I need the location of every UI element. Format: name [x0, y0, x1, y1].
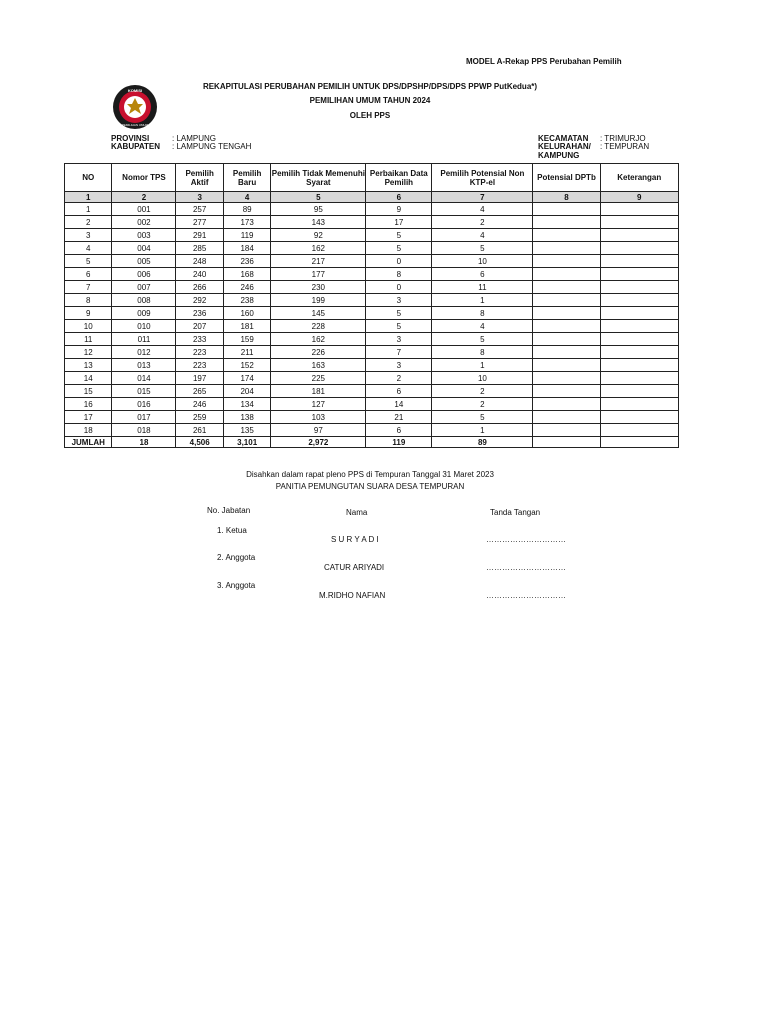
table-row — [65, 385, 679, 398]
table-cell — [600, 203, 678, 216]
table-cell — [533, 242, 600, 255]
col-number: 4 — [223, 192, 270, 203]
provinsi-label: PROVINSI — [111, 134, 150, 143]
table-cell — [533, 294, 600, 307]
signatory-nama: CATUR ARIYADI — [324, 563, 385, 572]
table-cell — [533, 307, 600, 320]
table-cell — [600, 307, 678, 320]
table-cell: 236 — [223, 255, 270, 268]
table-cell: 3 — [65, 229, 112, 242]
table-cell: 292 — [176, 294, 223, 307]
table-cell: 5 — [432, 242, 533, 255]
col-nama-label: Nama — [346, 508, 368, 517]
total-cell — [533, 437, 600, 448]
table-cell: 6 — [366, 385, 432, 398]
table-cell: 6 — [65, 268, 112, 281]
col-number: 9 — [600, 192, 678, 203]
table-cell — [533, 255, 600, 268]
col-number: 1 — [65, 192, 112, 203]
signature-line: ………………………… — [486, 563, 566, 572]
table-cell: 17 — [366, 216, 432, 229]
table-cell: 2 — [432, 216, 533, 229]
table-cell: 006 — [112, 268, 176, 281]
signatory-nama: S U R Y A D I — [331, 535, 379, 544]
table-cell: 003 — [112, 229, 176, 242]
table-cell: 5 — [366, 229, 432, 242]
table-cell: 177 — [271, 268, 366, 281]
table-cell: 95 — [271, 203, 366, 216]
table-cell: 181 — [271, 385, 366, 398]
table-cell: 013 — [112, 359, 176, 372]
total-cell: 2,972 — [271, 437, 366, 448]
table-cell: 016 — [112, 398, 176, 411]
table-cell: 9 — [366, 203, 432, 216]
kabupaten-value: : LAMPUNG TENGAH — [172, 142, 252, 151]
total-cell — [600, 437, 678, 448]
table-cell: 238 — [223, 294, 270, 307]
table-row — [65, 268, 679, 281]
table-cell: 233 — [176, 333, 223, 346]
table-cell: 0 — [366, 255, 432, 268]
table-row — [65, 216, 679, 229]
table-cell: 5 — [366, 242, 432, 255]
table-cell: 10 — [432, 255, 533, 268]
table-cell: 4 — [432, 203, 533, 216]
table-cell: 152 — [223, 359, 270, 372]
col-ttd-label: Tanda Tangan — [490, 508, 541, 517]
table-cell: 4 — [432, 229, 533, 242]
table-row — [65, 398, 679, 411]
table-cell — [600, 255, 678, 268]
table-cell: 1 — [432, 424, 533, 437]
table-cell: 135 — [223, 424, 270, 437]
table-cell: 145 — [271, 307, 366, 320]
table-cell: 015 — [112, 385, 176, 398]
table-cell: 11 — [432, 281, 533, 294]
table-row — [65, 203, 679, 216]
table-cell — [600, 346, 678, 359]
table-cell: 12 — [65, 346, 112, 359]
table-cell — [533, 268, 600, 281]
table-cell: 261 — [176, 424, 223, 437]
table-cell: 6 — [432, 268, 533, 281]
col-number: 7 — [432, 192, 533, 203]
total-cell: JUMLAH — [65, 437, 112, 448]
table-cell: 2 — [65, 216, 112, 229]
table-cell: 17 — [65, 411, 112, 424]
kelurahan-label: KELURAHAN/ — [538, 142, 591, 151]
table-cell: 8 — [366, 268, 432, 281]
table-cell: 230 — [271, 281, 366, 294]
table-cell: 162 — [271, 242, 366, 255]
table-cell: 14 — [366, 398, 432, 411]
table-cell — [600, 333, 678, 346]
table-cell: 207 — [176, 320, 223, 333]
rekap-table — [64, 163, 679, 448]
table-cell: 1 — [432, 359, 533, 372]
table-cell: 163 — [271, 359, 366, 372]
table-cell — [533, 398, 600, 411]
table-cell: 127 — [271, 398, 366, 411]
table-cell: 236 — [176, 307, 223, 320]
table-row — [65, 346, 679, 359]
table-cell: 10 — [432, 372, 533, 385]
header-pemilih-baru: Pemilih Baru — [223, 164, 270, 192]
table-row — [65, 424, 679, 437]
table-cell: 6 — [366, 424, 432, 437]
table-cell: 225 — [271, 372, 366, 385]
table-cell — [600, 242, 678, 255]
table-cell: 199 — [271, 294, 366, 307]
total-cell: 3,101 — [223, 437, 270, 448]
table-cell — [533, 346, 600, 359]
table-cell: 291 — [176, 229, 223, 242]
kelurahan-value: : TEMPURAN — [600, 142, 650, 151]
kabupaten-label: KABUPATEN — [111, 142, 161, 151]
table-cell — [600, 281, 678, 294]
table-cell: 5 — [432, 333, 533, 346]
table-cell — [533, 411, 600, 424]
table-cell — [533, 229, 600, 242]
signature-line: ………………………… — [486, 535, 566, 544]
header-potensial-dptb: Potensial DPTb — [533, 164, 600, 192]
signature-line: ………………………… — [486, 591, 566, 600]
table-cell: 211 — [223, 346, 270, 359]
total-cell: 89 — [432, 437, 533, 448]
total-cell: 4,506 — [176, 437, 223, 448]
table-cell: 134 — [223, 398, 270, 411]
kampung-row — [538, 152, 579, 160]
table-cell: 14 — [65, 372, 112, 385]
table-row — [65, 242, 679, 255]
table-cell: 3 — [366, 294, 432, 307]
panitia-text: PANITIA PEMUNGUTAN SUARA DESA TEMPURAN — [275, 482, 465, 491]
signatory-jabatan: 2. Anggota — [217, 553, 256, 562]
table-cell: 246 — [223, 281, 270, 294]
table-cell — [533, 424, 600, 437]
table-cell — [600, 359, 678, 372]
table-cell — [600, 229, 678, 242]
table-cell — [533, 372, 600, 385]
table-cell: 223 — [176, 346, 223, 359]
table-cell: 173 — [223, 216, 270, 229]
header-no: NO — [65, 164, 112, 192]
col-number: 2 — [112, 192, 176, 203]
table-cell: 012 — [112, 346, 176, 359]
kecamatan-value: : TRIMURJO — [600, 134, 646, 143]
header-keterangan: Keterangan — [600, 164, 678, 192]
table-cell: 248 — [176, 255, 223, 268]
table-cell: 014 — [112, 372, 176, 385]
pengesahan-text: Disahkan dalam rapat pleno PPS di Tempuran Tanggal 31 Maret 2023 — [246, 470, 494, 479]
table-cell: 119 — [223, 229, 270, 242]
table-cell — [600, 320, 678, 333]
table-cell: 3 — [366, 333, 432, 346]
table-cell: 259 — [176, 411, 223, 424]
table-cell: 159 — [223, 333, 270, 346]
table-cell: 92 — [271, 229, 366, 242]
table-cell — [533, 281, 600, 294]
table-cell: 018 — [112, 424, 176, 437]
title-line-2: PEMILIHAN UMUM TAHUN 2024 — [309, 96, 431, 105]
table-row — [65, 359, 679, 372]
table-cell: 197 — [176, 372, 223, 385]
col-jabatan-label: No. Jabatan — [207, 506, 251, 515]
table-cell: 10 — [65, 320, 112, 333]
total-cell: 18 — [112, 437, 176, 448]
table-cell: 266 — [176, 281, 223, 294]
column-number-row — [65, 192, 679, 203]
table-cell: 18 — [65, 424, 112, 437]
table-cell: 1 — [65, 203, 112, 216]
table-cell: 004 — [112, 242, 176, 255]
table-cell: 89 — [223, 203, 270, 216]
table-cell: 5 — [366, 307, 432, 320]
table-cell: 16 — [65, 398, 112, 411]
table-row — [65, 255, 679, 268]
table-cell: 2 — [432, 385, 533, 398]
total-cell: 119 — [366, 437, 432, 448]
table-cell: 240 — [176, 268, 223, 281]
table-cell: 217 — [271, 255, 366, 268]
table-cell — [533, 203, 600, 216]
table-row — [65, 320, 679, 333]
table-cell: 15 — [65, 385, 112, 398]
table-cell: 97 — [271, 424, 366, 437]
header-potensial-non-ktp: Pemilih Potensial Non KTP-el — [432, 164, 533, 192]
table-cell — [600, 424, 678, 437]
kampung-label: KAMPUNG — [538, 151, 580, 160]
table-header-row — [65, 164, 679, 192]
table-cell: 005 — [112, 255, 176, 268]
table-cell: 223 — [176, 359, 223, 372]
col-number: 3 — [176, 192, 223, 203]
table-cell: 2 — [366, 372, 432, 385]
col-number: 6 — [366, 192, 432, 203]
table-cell — [600, 294, 678, 307]
provinsi-value: : LAMPUNG — [172, 134, 217, 143]
table-cell: 226 — [271, 346, 366, 359]
table-cell: 168 — [223, 268, 270, 281]
table-cell: 138 — [223, 411, 270, 424]
table-cell: 8 — [65, 294, 112, 307]
table-row — [65, 372, 679, 385]
table-cell: 174 — [223, 372, 270, 385]
table-cell: 007 — [112, 281, 176, 294]
table-cell: 162 — [271, 333, 366, 346]
table-cell: 13 — [65, 359, 112, 372]
table-cell: 21 — [366, 411, 432, 424]
kabupaten-row — [111, 143, 251, 151]
signatory-jabatan: 1. Ketua — [217, 526, 247, 535]
table-cell: 011 — [112, 333, 176, 346]
table-cell: 010 — [112, 320, 176, 333]
table-cell — [600, 385, 678, 398]
table-cell: 009 — [112, 307, 176, 320]
kpu-logo — [112, 84, 158, 130]
table-cell: 017 — [112, 411, 176, 424]
table-cell: 9 — [65, 307, 112, 320]
table-cell: 002 — [112, 216, 176, 229]
header-nomor-tps: Nomor TPS — [112, 164, 176, 192]
table-cell — [600, 216, 678, 229]
header-tidak-memenuhi-syarat: Pemilih Tidak Memenuhi Syarat — [271, 164, 366, 192]
table-cell: 204 — [223, 385, 270, 398]
total-row — [65, 437, 679, 448]
col-number: 8 — [533, 192, 600, 203]
signatory-nama: M.RIDHO NAFIAN — [319, 591, 386, 600]
table-cell: 184 — [223, 242, 270, 255]
table-cell: 5 — [65, 255, 112, 268]
table-row — [65, 281, 679, 294]
table-row — [65, 229, 679, 242]
table-cell: 3 — [366, 359, 432, 372]
table-cell: 5 — [432, 411, 533, 424]
table-cell: 2 — [432, 398, 533, 411]
form-model-label: MODEL A-Rekap PPS Perubahan Pemilih — [466, 57, 622, 66]
table-cell: 181 — [223, 320, 270, 333]
table-cell: 160 — [223, 307, 270, 320]
table-cell: 228 — [271, 320, 366, 333]
table-cell: 277 — [176, 216, 223, 229]
table-cell: 8 — [432, 346, 533, 359]
table-cell: 8 — [432, 307, 533, 320]
logo-text-bottom: PEMILIHAN UMUM — [121, 123, 149, 127]
kelurahan-row — [538, 143, 649, 151]
table-cell — [600, 372, 678, 385]
kecamatan-label: KECAMATAN — [538, 134, 589, 143]
title-line-3: OLEH PPS — [349, 111, 391, 120]
title-line-1: REKAPITULASI PERUBAHAN PEMILIH UNTUK DPS/DPSHP/DPS/DPS PPWP PutKedua*) — [202, 82, 538, 91]
table-cell — [533, 359, 600, 372]
table-cell: 7 — [366, 346, 432, 359]
table-cell: 001 — [112, 203, 176, 216]
table-cell: 285 — [176, 242, 223, 255]
table-cell: 143 — [271, 216, 366, 229]
table-cell: 0 — [366, 281, 432, 294]
table-cell: 008 — [112, 294, 176, 307]
table-cell: 7 — [65, 281, 112, 294]
table-cell — [533, 320, 600, 333]
table-cell — [533, 216, 600, 229]
col-number: 5 — [271, 192, 366, 203]
signatory-jabatan: 3. Anggota — [217, 581, 256, 590]
table-cell: 103 — [271, 411, 366, 424]
header-pemilih-aktif: Pemilih Aktif — [176, 164, 223, 192]
table-cell: 257 — [176, 203, 223, 216]
table-cell — [600, 268, 678, 281]
table-cell: 265 — [176, 385, 223, 398]
table-cell — [533, 333, 600, 346]
table-row — [65, 307, 679, 320]
table-cell — [533, 385, 600, 398]
table-row — [65, 411, 679, 424]
header-perbaikan-data: Perbaikan Data Pemilih — [366, 164, 432, 192]
table-cell — [600, 398, 678, 411]
table-cell: 4 — [432, 320, 533, 333]
table-cell: 1 — [432, 294, 533, 307]
logo-text-top: KOMISI — [127, 88, 143, 93]
table-cell: 246 — [176, 398, 223, 411]
table-cell: 11 — [65, 333, 112, 346]
table-row — [65, 294, 679, 307]
table-cell: 4 — [65, 242, 112, 255]
table-row — [65, 333, 679, 346]
table-cell: 5 — [366, 320, 432, 333]
table-cell — [600, 411, 678, 424]
